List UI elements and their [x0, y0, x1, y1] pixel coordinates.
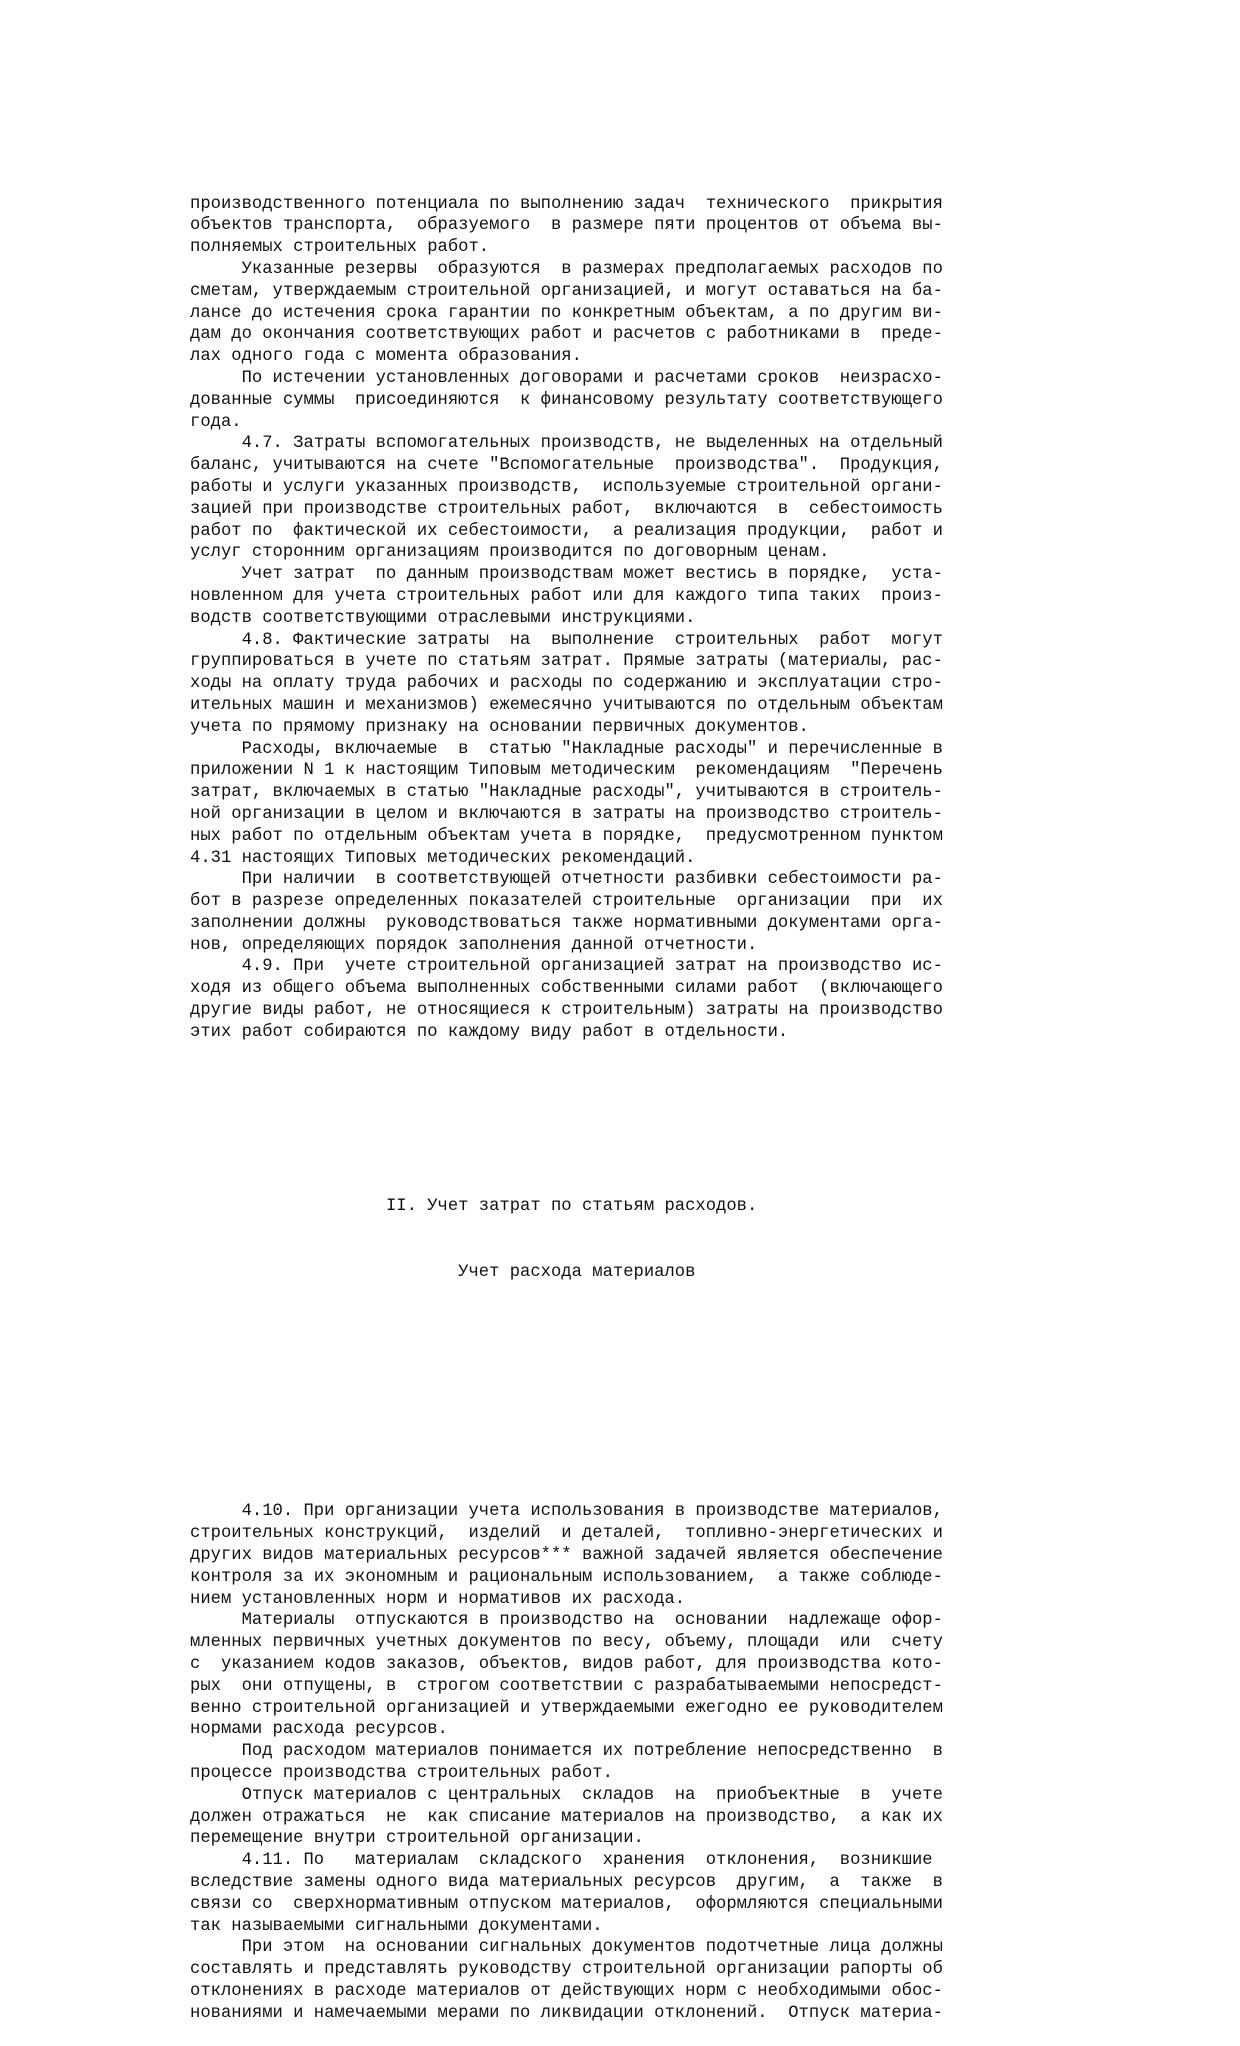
text-line: перемещение внутри строительной организации. [190, 1829, 644, 1849]
text-line: других видов материальных ресурсов*** важной задачей является обеспечение [190, 1546, 943, 1565]
text-line: новленном для учета строительных работ или для каждого типа таких произ- [190, 586, 943, 606]
text-line: процессе производства строительных работ. [190, 1763, 613, 1783]
text-line: затрат, включаемых в статью "Накладные расходы", учитываются в строитель- [190, 783, 943, 803]
text-line: ходы на оплату труда рабочих и расходы по содержанию и эксплуатации стро- [190, 674, 943, 694]
document-body-top [190, 194, 1030, 1044]
text-line: 4.31 настоящих Типовых методических рекомендаций. [190, 848, 696, 868]
text-line: Материалы отпускаются в производство на основании надлежаще офор- [190, 1611, 943, 1631]
text-line: сметам, утверждаемым строительной организацией, и могут оставаться на ба- [190, 281, 943, 301]
text-line: связи со сверхнормативным отпуском материалов, оформляются специальными [190, 1894, 943, 1914]
text-line: водств соответствующими отраслевыми инструкциями. [190, 608, 696, 628]
text-line: лансе до истечения срока гарантии по конкретным объектам, а по другим ви- [190, 303, 943, 323]
text-line: контроля за их экономным и рациональным использованием, а также соблюде- [190, 1567, 943, 1587]
text-line: нованиями и намечаемыми мерами по ликвидации отклонений. Отпуск материа- [190, 2003, 943, 2023]
section-heading-line-2: Учет расхода материалов [190, 1262, 696, 1282]
text-line: этих работ собираются по каждому виду работ в отдельности. [190, 1022, 789, 1042]
text-line: должен отражаться не как списание материалов на производство, а как их [190, 1807, 943, 1827]
text-line: мленных первичных учетных документов по весу, объему, площади или счету [190, 1633, 943, 1653]
text-line: объектов транспорта, образуемого в размере пяти процентов от объема вы- [190, 216, 943, 236]
text-line: При этом на основании сигнальных документов подотчетные лица должны [190, 1938, 943, 1958]
text-line: дам до окончания соответствующих работ и расчетов с работниками в преде- [190, 325, 943, 345]
text-line: полняемых строительных работ. [190, 238, 490, 258]
text-line: работ по фактической их себестоимости, а реализация продукции, работ и [190, 521, 943, 541]
text-line: нормами расхода ресурсов. [190, 1720, 448, 1740]
text-line: При наличии в соответствующей отчетности разбивки себестоимости ра- [190, 870, 943, 890]
text-line: зацией при производстве строительных работ, включаются в себестоимость [190, 499, 943, 519]
text-line: бот в разрезе определенных показателей строительные организации при их [190, 892, 943, 912]
text-line: 4.8. Фактические затраты на выполнение строительных работ могут [190, 630, 943, 650]
text-line: лах одного года с момента образования. [190, 347, 582, 367]
text-line: По истечении установленных договорами и расчетами сроков неизрасхо- [190, 368, 943, 388]
text-line: другие виды работ, не относящиеся к строительным) затраты на производство [190, 1001, 943, 1021]
text-line: венно строительной организацией и утверждаемыми ежегодно ее руководителем [190, 1698, 943, 1718]
text-line: заполнении должны руководствоваться также нормативными документами орга- [190, 913, 943, 933]
text-line: 4.9. При учете строительной организацией затрат на производство ис- [190, 957, 943, 977]
section-heading-line-1: II. Учет затрат по статьям расходов. [190, 1197, 758, 1217]
text-line: 4.10. При организации учета использования в производстве материалов, [190, 1502, 943, 1522]
text-line: дованные суммы присоединяются к финансовому результату соответствующего [190, 390, 943, 410]
section-heading [190, 1153, 1030, 1327]
text-line: приложении N 1 к настоящим Типовым методическим рекомендациям "Перечень [190, 761, 943, 781]
text-line: баланс, учитываются на счете "Вспомогательные производства". Продукция, [190, 456, 943, 476]
text-line: с указанием кодов заказов, объектов, видов работ, для производства кото- [190, 1654, 943, 1674]
text-line: ходя из общего объема выполненных собственными силами работ (включающего [190, 979, 943, 999]
text-line: ных работ по отдельным объектам учета в порядке, предусмотренном пунктом [190, 826, 943, 846]
text-line: производственного потенциала по выполнению задач технического прикрытия [190, 194, 943, 214]
text-line: Учет затрат по данным производствам может вестись в порядке, уста- [190, 565, 943, 585]
text-line: года. [190, 412, 242, 432]
text-line: Отпуск материалов с центральных складов на приобъектные в учете [190, 1785, 943, 1805]
text-line: Указанные резервы образуются в размерах предполагаемых расходов по [190, 259, 943, 279]
text-line: 4.7. Затраты вспомогательных производств, не выделенных на отдельный [190, 434, 943, 454]
text-line: составлять и представлять руководству строительной организации рапорты об [190, 1960, 943, 1980]
document-body-bottom [190, 1501, 1030, 2024]
text-line: Расходы, включаемые в статью "Накладные расходы" и перечисленные в [190, 739, 943, 759]
text-line: строительных конструкций, изделий и деталей, топливно-энергетических и [190, 1524, 943, 1544]
blank-line [190, 1436, 1030, 1458]
text-line: 4.11. По материалам складского хранения отклонения, возникшие [190, 1851, 933, 1871]
text-line: группироваться в учете по статьям затрат. Прямые затраты (материалы, рас- [190, 652, 943, 672]
text-line: учета по прямому признаку на основании первичных документов. [190, 717, 809, 737]
text-line: ной организации в целом и включаются в затраты на производство строитель- [190, 804, 943, 824]
document-page [190, 150, 1030, 2046]
text-line: нием установленных норм и нормативов их расхода. [190, 1589, 686, 1609]
text-line: так называемыми сигнальными документами. [190, 1916, 603, 1936]
text-line: вследствие замены одного вида материальных ресурсов другим, а также в [190, 1872, 943, 1892]
text-line: рых они отпущены, в строгом соответствии с разрабатываемыми непосредст- [190, 1676, 943, 1696]
text-line: отклонениях в расходе материалов от действующих норм с необходимыми обос- [190, 1981, 943, 2001]
text-line: услуг сторонним организациям производится по договорным ценам. [190, 543, 830, 563]
text-line: работы и услуги указанных производств, используемые строительной органи- [190, 477, 943, 497]
text-line: нов, определяющих порядок заполнения данной отчетности. [190, 935, 758, 955]
blank-line [190, 1371, 1030, 1393]
text-line: ительных машин и механизмов) ежемесячно учитываются по отдельным объектам [190, 695, 943, 715]
blank-line [190, 1087, 1030, 1109]
text-line: Под расходом материалов понимается их потребление непосредственно в [190, 1742, 943, 1762]
